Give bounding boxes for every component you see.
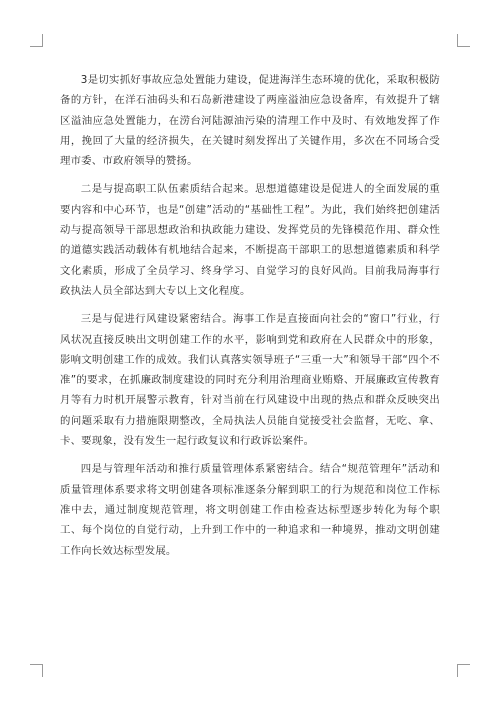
crop-mark-bottom-right: [457, 664, 470, 677]
paragraph-emergency-response: 3是切实抓好事故应急处置能力建设，促进海洋生态环境的优化，采取积极防备的方针，在洋石油码头和石岛新港建设了两座溢油应急设备库，有效提升了辖区溢油应急处置能力，在涝台河陆源油污染的清理工作中及时、有效地发挥了作用，挽回了大量的经济损失，在关键时刻发挥出了关键作用，多次在不同场合受理市委、市政府领导的赞扬。: [60, 74, 440, 168]
paragraph-staff-quality: 二是与提高职工队伍素质结合起来。思想道德建设是促进人的全面发展的重要内容和中心环节，也是“创建”活动的“基础性工程”。为此，我们始终把创建活动与提高领导干部思想政治和执政能力建设、发挥党员的先锋模范作用、群众性的道德实践活动载体有机地结合起来，不断提高干部职工的思想道德素质和科学文化素质，形成了全员学习、终身学习、自觉学习的良好风尚。目前我局海事行政执法人员全部达到大专以上文化程度。: [60, 183, 440, 297]
paragraph-management-year: 四是与管理年活动和推行质量管理体系紧密结合。结合“规范管理年”活动和质量管理体系要求将文明创建各项标准逐条分解到职工的行为规范和岗位工作标准中去，通过制度规范管理，将文明创建工作由检查达标型逐步转化为每个职工、每个岗位的自觉行动，上升到工作中的一种追求和一种境界，推动文明创建工作向长效达标型发展。: [60, 463, 440, 557]
crop-mark-top-right: [457, 34, 470, 47]
crop-mark-top-left: [30, 34, 43, 47]
crop-mark-bottom-left: [30, 664, 43, 677]
paragraph-conduct-building: 三是与促进行风建设紧密结合。海事工作是直接面向社会的“窗口”行业，行风状况直接反映出文明创建工作的水平，影响到党和政府在人民群众中的形象，影响文明创建工作的成效。我们认真落实领导班子“三重一大”和领导干部“四个不准”的要求，在抓廉政制度建设的同时充分利用治理商业贿赂、开展廉政宣传教育月等有力时机开展警示教育，针对当前在行风建设中出现的热点和群众反映突出的问题采取有力措施限期整改，全局执法人员能自觉接受社会监督，无吃、拿、卡、要现象，没有发生一起行政复议和行政诉讼案件。: [60, 313, 440, 448]
document-body: [60, 70, 440, 569]
